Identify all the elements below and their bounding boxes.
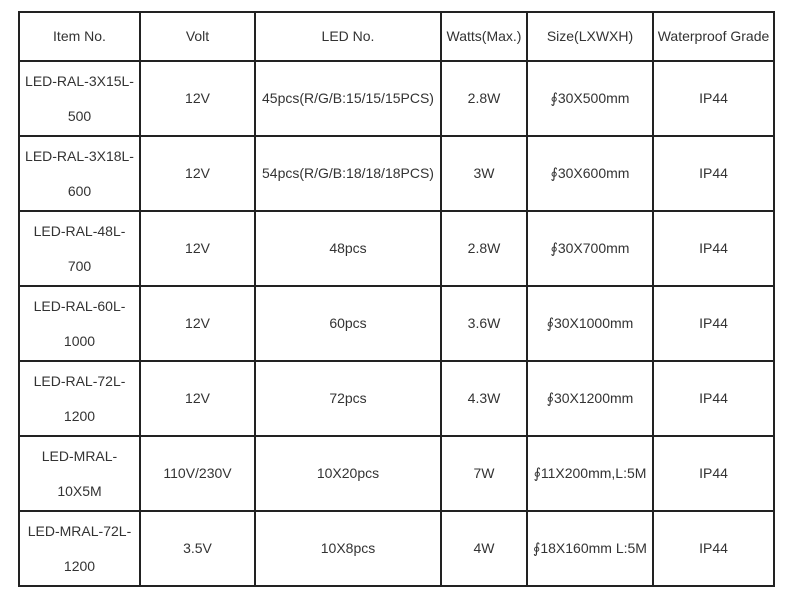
- led-no-cell: 10X8pcs: [255, 511, 441, 586]
- watts-cell: 3W: [441, 136, 527, 211]
- volt-cell: 12V: [140, 286, 255, 361]
- table-row: [19, 211, 774, 286]
- size-cell: ∮30X600mm: [527, 136, 653, 211]
- table-row: [19, 361, 774, 436]
- item-no-cell: [19, 211, 140, 286]
- item-no-line-1: LED-RAL-3X15L-: [25, 72, 134, 89]
- waterproof-grade-cell: IP44: [653, 286, 774, 361]
- watts-cell: 4.3W: [441, 361, 527, 436]
- volt-cell: 12V: [140, 361, 255, 436]
- item-no-line-1: LED-MRAL-: [41, 447, 118, 464]
- item-no-line-2: 500: [67, 107, 92, 124]
- header-item-no: Item No.: [19, 12, 140, 61]
- watts-cell: 2.8W: [441, 211, 527, 286]
- led-no-cell: 10X20pcs: [255, 436, 441, 511]
- led-no-cell: 72pcs: [255, 361, 441, 436]
- item-no-cell: [19, 61, 140, 136]
- watts-cell: 4W: [441, 511, 527, 586]
- item-no-line-2: 1200: [63, 557, 96, 574]
- header-row: [19, 12, 774, 61]
- table-row: [19, 436, 774, 511]
- item-no-line-1: LED-RAL-72L-: [33, 372, 126, 389]
- header-volt: Volt: [140, 12, 255, 61]
- size-cell: ∮30X1200mm: [527, 361, 653, 436]
- watts-cell: 7W: [441, 436, 527, 511]
- item-no-line-2: 1200: [63, 407, 96, 424]
- table-row: [19, 136, 774, 211]
- waterproof-grade-cell: IP44: [653, 136, 774, 211]
- size-cell: ∮30X500mm: [527, 61, 653, 136]
- volt-cell: 3.5V: [140, 511, 255, 586]
- waterproof-grade-cell: IP44: [653, 436, 774, 511]
- waterproof-grade-cell: IP44: [653, 361, 774, 436]
- header-waterproof-grade: Waterproof Grade: [653, 12, 774, 61]
- item-no-line-1: LED-MRAL-72L-: [27, 522, 132, 539]
- item-no-cell: [19, 511, 140, 586]
- waterproof-grade-cell: IP44: [653, 61, 774, 136]
- led-no-cell: 60pcs: [255, 286, 441, 361]
- table-row: [19, 61, 774, 136]
- header-led-no: LED No.: [255, 12, 441, 61]
- volt-cell: 12V: [140, 136, 255, 211]
- volt-cell: 12V: [140, 61, 255, 136]
- volt-cell: 110V/230V: [140, 436, 255, 511]
- item-no-line-2: 700: [67, 257, 92, 274]
- item-no-line-2: 600: [67, 182, 92, 199]
- watts-cell: 2.8W: [441, 61, 527, 136]
- item-no-cell: [19, 361, 140, 436]
- size-cell: ∮18X160mm L:5M: [527, 511, 653, 586]
- waterproof-grade-cell: IP44: [653, 511, 774, 586]
- spec-table: [18, 11, 775, 587]
- volt-cell: 12V: [140, 211, 255, 286]
- table-row: [19, 286, 774, 361]
- size-cell: ∮11X200mm,L:5M: [527, 436, 653, 511]
- led-no-cell: 48pcs: [255, 211, 441, 286]
- item-no-cell: [19, 136, 140, 211]
- waterproof-grade-cell: IP44: [653, 211, 774, 286]
- item-no-cell: [19, 436, 140, 511]
- header-size: Size(LXWXH): [527, 12, 653, 61]
- header-watts: Watts(Max.): [441, 12, 527, 61]
- table-row: [19, 511, 774, 586]
- item-no-line-1: LED-RAL-60L-: [33, 297, 126, 314]
- item-no-line-1: LED-RAL-48L-: [33, 222, 126, 239]
- watts-cell: 3.6W: [441, 286, 527, 361]
- led-no-cell: 45pcs(R/G/B:15/15/15PCS): [255, 61, 441, 136]
- item-no-line-2: 1000: [63, 332, 96, 349]
- size-cell: ∮30X700mm: [527, 211, 653, 286]
- item-no-line-2: 10X5M: [57, 482, 102, 499]
- item-no-cell: [19, 286, 140, 361]
- item-no-line-1: LED-RAL-3X18L-: [25, 147, 134, 164]
- led-no-cell: 54pcs(R/G/B:18/18/18PCS): [255, 136, 441, 211]
- size-cell: ∮30X1000mm: [527, 286, 653, 361]
